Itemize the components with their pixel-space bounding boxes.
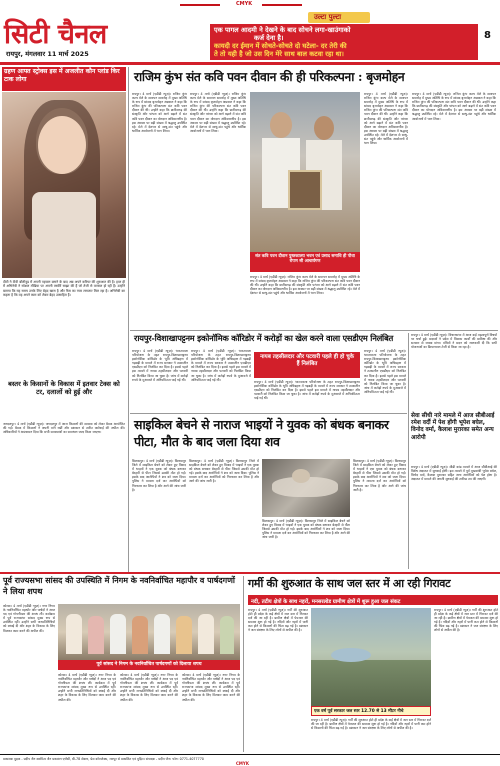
left-story-headline-box	[2, 67, 126, 91]
bottom-left-body-col1: कोरबा। 4 मार्च (एडीडी न्यूज़)। नगर निगम के नवनिर्वाचित महापौर और पार्षदों ने आज पद एवं गोपनीयता की शपथ ली। कार्यक्रम में पूर्व राज्यसभा सांसद मुख्य रूप से उपस्थित रहीं। उन्होंने सभी जनप्रतिनिधियों को बधाई दी और शहर के विकास के लिए मिलकर काम करने की अपील की।	[3, 604, 55, 633]
left-story-headline: ग्रहण आफ्त स्ट्रोक्स इस में अजलीत कौन प्लांड किर टाक लोगा	[4, 68, 120, 83]
column-divider-1	[128, 67, 129, 572]
water-chart-caption: एक वर्ष पूर्व सरकार जल स्तर 12.70 से 13 मीटर नीचे	[314, 709, 404, 714]
left-story-body: दीवी ने टीवी बॉलीवुड में अपनी पहचान बनाने के बाद अब अपने करियर की शुरुआत की है। हाल ही में अभिनेत्री ने सोशल मीडिया पर अपनी तस्वीरें साझा की हैं जो तेजी से वायरल हो रही हैं। उन्होंने बताया कि यह समय उनके लिए बेहद खास है और फैंस का प्यार लगातार मिल रहा है। अभिनेत्री का कहना है कि वह अपने काम को लेकर बेहद उत्साहित हैं।	[3, 280, 125, 297]
bottom-left-photo-caption: पूर्व सांसद ने निगम के नवनिर्वाचित पार्षदगणों को दिलाया शपथ	[96, 662, 202, 667]
page-number: 8	[484, 30, 491, 41]
bottom-right-body-col3: रायपुर। 4 मार्च (एडीडी न्यूज़)। गर्मी की शुरुआत होते ही प्रदेश के कई क्षेत्रों में जल स्तर में गिरावट दर्ज की जा रही है। ग्रामीण क्षेत्रों में पेयजल की समस्या शुरू हो गई है। नदियों और नहरों में पानी कम होने से किसानों की चिंता बढ़ गई है। प्रशासन ने जल संरक्षण के लिए लोगों से अपील की है।	[434, 608, 498, 633]
water-photo	[311, 608, 431, 706]
main-story-photo-caption: संत कवि पवन दीवान पुस्तकालय भवन एवं प्रसाद समाधि ही पौधा रोपण सी आचार्यगण	[255, 253, 355, 263]
joke-line-3: कायदी दर ईमान में सोचते-सोचते दो घटेला- दर तेरी की	[214, 42, 347, 50]
footer-imprint: प्रकाशक मुद्रक - प्रदीप जैन स्वामित्व जैन प्रकाशन एजेंसी, बी-78 सेक्टर, प्रेस कॉम्प्लेक्स, रायपुर से प्रकाशित एवं मुद्रित। संपादक - प्रदीप जैन। फोन: 0771-4077770	[3, 757, 204, 761]
column-divider-bottom	[243, 576, 244, 752]
bottom-right-subhead-box	[248, 595, 498, 605]
bottom-left-headline: पूर्व राज्यसभा सांसद की उपस्थिति में निगम के नवनिर्वाचित महापौर व पार्षदगणों ने लिया शपथ	[3, 576, 235, 596]
main-story-body-col4: रायपुर। 4 मार्च (एडीडी न्यूज़)। राजिम कुंभ कल्प मेले के समापन समारोह में मुख्य अतिथि के रूप में सांसद बृजमोहन अग्रवाल ने कहा कि राजिम कुंभ की परिकल्पना संत कवि पवन दीवान की थी। उन्होंने कहा कि छत्तीसगढ़ की संस्कृति और परंपरा को आगे बढ़ाने में संत कवि पवन दीवान का योगदान अविस्मरणीय है। इस अवसर पर बड़ी संख्या में श्रद्धालु उपस्थित रहे। मेले में देशभर से साधु-संत पहुंचे और धार्मिक आयोजनों में भाग लिया।	[412, 92, 496, 121]
masthead-rule	[0, 62, 500, 65]
ulta-pulta-badge	[308, 12, 370, 23]
right-story2-body: रायपुर। 4 मार्च (एडीडी न्यूज़)। सीडी कांड मामले में आज सीबीआई की विशेष अदालत में सुनवाई होगी। इस मामले में पूर्व मुख्यमंत्री भूपेश बघेल, विनोद वर्मा, कैलाश मुरारका सहित अन्य आरोपियों को पेश होना है। अदालत में मामले की अगली सुनवाई की तारीख तय की जाएगी।	[411, 465, 497, 482]
mid-story-highlight: नायब तहसीलदार और पटवारी पहले ही हो चुके हैं निलंबित	[260, 354, 354, 367]
bottom-right-headline: गर्मी की शुरुआत के साथ जल स्तर में आ रही गिरावट	[248, 577, 451, 590]
joke-line-1: एक पागल आदमी ने देखने के बाद सोचने लगा-खाउंगाको	[214, 26, 351, 34]
cycle-story-body-col4: बिलासपुर। 4 मार्च (एडीडी न्यूज़)। बिलासपुर जिले में साइकिल बेचने को लेकर हुए विवाद में भाइयों ने एक युवक को बंधक बनाकर बेरहमी से पीटा जिससे उसकी मौत हो गई। इसके बाद आरोपियों ने शव को जला दिया। पुलिस ने मामला दर्ज कर आरोपियों को गिरफ्तार कर लिया है और आगे की जांच जारी है।	[353, 459, 406, 492]
cmyk-top-mark	[0, 0, 500, 10]
main-story-body-col2: रायपुर। 4 मार्च (एडीडी न्यूज़)। राजिम कुंभ कल्प मेले के समापन समारोह में मुख्य अतिथि के रूप में सांसद बृजमोहन अग्रवाल ने कहा कि राजिम कुंभ की परिकल्पना संत कवि पवन दीवान की थी। उन्होंने कहा कि छत्तीसगढ़ की संस्कृति और परंपरा को आगे बढ़ाने में संत कवि पवन दीवान का योगदान अविस्मरणीय है। इस अवसर पर बड़ी संख्या में श्रद्धालु उपस्थित रहे। मेले में देशभर से साधु-संत पहुंचे और धार्मिक आयोजनों में भाग लिया।	[190, 92, 246, 133]
bottom-right-body-col1: रायपुर। 4 मार्च (एडीडी न्यूज़)। गर्मी की शुरुआत होते ही प्रदेश के कई क्षेत्रों में जल स्तर में गिरावट दर्ज की जा रही है। ग्रामीण क्षेत्रों में पेयजल की समस्या शुरू हो गई है। नदियों और नहरों में पानी कम होने से किसानों की चिंता बढ़ गई है। प्रशासन ने जल संरक्षण के लिए लोगों से अपील की है।	[248, 608, 308, 633]
bottom-left-body-col3: कोरबा। 4 मार्च (एडीडी न्यूज़)। नगर निगम के नवनिर्वाचित महापौर और पार्षदों ने आज पद एवं गोपनीयता की शपथ ली। कार्यक्रम में पूर्व राज्यसभा सांसद मुख्य रूप से उपस्थित रहीं। उन्होंने सभी जनप्रतिनिधियों को बधाई दी और शहर के विकास के लिए मिलकर काम करने की अपील की।	[120, 673, 178, 702]
mid-story-highlight-box	[254, 352, 360, 378]
dateline: रायपुर, मंगलवार 11 मार्च 2025	[6, 50, 89, 58]
right-story2-headline: सेवा सीधी नारे मामले में आज सीबीआई रमेश वर्दी में पेश होंगी भूपेश बघेल, विनोद वर्मा, कैलाश मुरारका समेत अन्य आरोपी	[411, 413, 495, 441]
bottom-left-body-col4: कोरबा। 4 मार्च (एडीडी न्यूज़)। नगर निगम के नवनिर्वाचित महापौर और पार्षदों ने आज पद एवं गोपनीयता की शपथ ली। कार्यक्रम में पूर्व राज्यसभा सांसद मुख्य रूप से उपस्थित रहीं। उन्होंने सभी जनप्रतिनिधियों को बधाई दी और शहर के विकास के लिए मिलकर काम करने की अपील की।	[182, 673, 240, 702]
bottom-right-body-col2: रायपुर। 4 मार्च (एडीडी न्यूज़)। गर्मी की शुरुआत होते ही प्रदेश के कई क्षेत्रों में जल स्तर में गिरावट दर्ज की जा रही है। ग्रामीण क्षेत्रों में पेयजल की समस्या शुरू हो गई है। नदियों और नहरों में पानी कम होने से किसानों की चिंता बढ़ गई है। प्रशासन ने जल संरक्षण के लिए लोगों से अपील की है।	[311, 718, 431, 731]
footer-rule	[0, 754, 500, 755]
joke-line-4: ते तो यही है जो उस दिन मेरे साथ बाल कटवा रहा था।	[214, 50, 344, 58]
bottom-left-caption-box	[58, 660, 240, 670]
mid-story-body-col2: रायपुर। 4 मार्च (एडीडी न्यूज़)। भारतमाला परियोजना के तहत रायपुर-विशाखापट्टनम इकोनॉमिक कॉरिडोर के भूमि अधिग्रहण में गड़बड़ी के मामले में राज्य सरकार ने तत्कालीन एसडीएम को निलंबित कर दिया है। इससे पहले इस मामले में नायब तहसीलदार और पटवारी को निलंबित किया जा चुका है। जांच में करोड़ों रुपये के मुआवजे में अनियमितता पाई गई थी।	[191, 349, 251, 382]
mid-story-headline: रायपुर-विशाखापट्टनम इकोनॉमिक कॉरिडोर में करोड़ों का खेल करने वाला एसडीएम निलंबित	[134, 333, 394, 343]
cycle-story-body-col2: बिलासपुर। 4 मार्च (एडीडी न्यूज़)। बिलासपुर जिले में साइकिल बेचने को लेकर हुए विवाद में भाइयों ने एक युवक को बंधक बनाकर बेरहमी से पीटा जिससे उसकी मौत हो गई। इसके बाद आरोपियों ने शव को जला दिया। पुलिस ने मामला दर्ज कर आरोपियों को गिरफ्तार कर लिया है और आगे की जांच जारी है।	[189, 459, 259, 484]
main-story-body-col1: रायपुर। 4 मार्च (एडीडी न्यूज़)। राजिम कुंभ कल्प मेले के समापन समारोह में मुख्य अतिथि के रूप में सांसद बृजमोहन अग्रवाल ने कहा कि राजिम कुंभ की परिकल्पना संत कवि पवन दीवान की थी। उन्होंने कहा कि छत्तीसगढ़ की संस्कृति और परंपरा को आगे बढ़ाने में संत कवि पवन दीवान का योगदान अविस्मरणीय है। इस अवसर पर बड़ी संख्या में श्रद्धालु उपस्थित रहे। मेले में देशभर से साधु-संत पहुंचे और धार्मिक आयोजनों में भाग लिया।	[132, 92, 187, 133]
bottom-left-photo	[58, 604, 240, 660]
mid-story-body-col3: रायपुर। 4 मार्च (एडीडी न्यूज़)। भारतमाला परियोजना के तहत रायपुर-विशाखापट्टनम इकोनॉमिक कॉरिडोर के भूमि अधिग्रहण में गड़बड़ी के मामले में राज्य सरकार ने तत्कालीन एसडीएम को निलंबित कर दिया है। इससे पहले इस मामले में नायब तहसीलदार और पटवारी को निलंबित किया जा चुका है। जांच में करोड़ों रुपये के मुआवजे में अनियमितता पाई गई थी।	[254, 380, 360, 401]
main-story-caption-box	[250, 252, 360, 272]
main-story-body-col3: रायपुर। 4 मार्च (एडीडी न्यूज़)। राजिम कुंभ कल्प मेले के समापन समारोह में मुख्य अतिथि के रूप में सांसद बृजमोहन अग्रवाल ने कहा कि राजिम कुंभ की परिकल्पना संत कवि पवन दीवान की थी। उन्होंने कहा कि छत्तीसगढ़ की संस्कृति और परंपरा को आगे बढ़ाने में संत कवि पवन दीवान का योगदान अविस्मरणीय है। इस अवसर पर बड़ी संख्या में श्रद्धालु उपस्थित रहे। मेले में देशभर से साधु-संत पहुंचे और धार्मिक आयोजनों में भाग लिया।	[364, 92, 408, 146]
bottom-right-subhead: नदी, तटीय क्षेत्रों के साथ नहरों, मनसरलोड ग्रामीण क्षेत्रों में शुरू हुआ जल संकट	[251, 598, 401, 605]
mid-story-body-col1: रायपुर। 4 मार्च (एडीडी न्यूज़)। भारतमाला परियोजना के तहत रायपुर-विशाखापट्टनम इकोनॉमिक कॉरिडोर के भूमि अधिग्रहण में गड़बड़ी के मामले में राज्य सरकार ने तत्कालीन एसडीएम को निलंबित कर दिया है। इससे पहले इस मामले में नायब तहसीलदार और पटवारी को निलंबित किया जा चुका है। जांच में करोड़ों रुपये के मुआवजे में अनियमितता पाई गई थी।	[132, 349, 188, 382]
joke-line-2: कर्ज देना है।	[254, 34, 284, 42]
main-story-body-under-photo: रायपुर। 4 मार्च (एडीडी न्यूज़)। राजिम कुंभ कल्प मेले के समापन समारोह में मुख्य अतिथि के रूप में सांसद बृजमोहन अग्रवाल ने कहा कि राजिम कुंभ की परिकल्पना संत कवि पवन दीवान की थी। उन्होंने कहा कि छत्तीसगढ़ की संस्कृति और परंपरा को आगे बढ़ाने में संत कवि पवन दीवान का योगदान अविस्मरणीय है। इस अवसर पर बड़ी संख्या में श्रद्धालु उपस्थित रहे। मेले में देशभर से साधु-संत पहुंचे और धार्मिक आयोजनों में भाग लिया।	[250, 275, 360, 296]
water-caption-box	[311, 706, 431, 716]
left-story2-headline: बस्तर के किसानों के विकास में इतवार टेक्स को टर, दलालों को हुई और	[8, 380, 120, 396]
actress-photo	[2, 92, 126, 278]
logo: सिटी चैनल	[4, 19, 107, 50]
divider-mid	[130, 330, 498, 331]
cycle-story-body-col1: बिलासपुर। 4 मार्च (एडीडी न्यूज़)। बिलासपुर जिले में साइकिल बेचने को लेकर हुए विवाद में भाइयों ने एक युवक को बंधक बनाकर बेरहमी से पीटा जिससे उसकी मौत हो गई। इसके बाद आरोपियों ने शव को जला दिया। पुलिस ने मामला दर्ज कर आरोपियों को गिरफ्तार कर लिया है और आगे की जांच जारी है।	[132, 459, 186, 492]
main-story-headline: राजिम कुंभ संत कवि पवन दीवान की ही परिकल्पना : बृजमोहन	[134, 70, 405, 84]
masthead	[0, 10, 500, 62]
left-story2-body: जगदलपुर। 4 मार्च (एडीडी न्यूज़)। जगदलपुर में आज किसानों की समस्या को लेकर बैठक आयोजित की गई। बैठक में किसानों ने अपनी मांगें रखीं और प्रशासन से त्वरित कार्रवाई की अपील की। अधिकारियों ने आश्वासन दिया कि सभी समस्याओं का समाधान जल्द किया जाएगा।	[3, 422, 125, 435]
joke-box	[210, 24, 478, 60]
cmyk-top-label: CMYK	[236, 1, 253, 7]
divider-cycle	[130, 413, 407, 414]
cycle-story-photo	[262, 459, 350, 517]
column-divider-right	[408, 333, 409, 569]
mid-story-body-col4: रायपुर। 4 मार्च (एडीडी न्यूज़)। भारतमाला परियोजना के तहत रायपुर-विशाखापट्टनम इकोनॉमिक कॉरिडोर के भूमि अधिग्रहण में गड़बड़ी के मामले में राज्य सरकार ने तत्कालीन एसडीएम को निलंबित कर दिया है। इससे पहले इस मामले में नायब तहसीलदार और पटवारी को निलंबित किया जा चुका है। जांच में करोड़ों रुपये के मुआवजे में अनियमितता पाई गई थी।	[364, 349, 406, 394]
bottom-left-body-col2: कोरबा। 4 मार्च (एडीडी न्यूज़)। नगर निगम के नवनिर्वाचित महापौर और पार्षदों ने आज पद एवं गोपनीयता की शपथ ली। कार्यक्रम में पूर्व राज्यसभा सांसद मुख्य रूप से उपस्थित रहीं। उन्होंने सभी जनप्रतिनिधियों को बधाई दी और शहर के विकास के लिए मिलकर काम करने की अपील की।	[58, 673, 116, 702]
main-story-photo	[250, 92, 360, 252]
cmyk-bottom-label: CMYK	[236, 761, 249, 766]
cycle-story-body-col3: बिलासपुर। 4 मार्च (एडीडी न्यूज़)। बिलासपुर जिले में साइकिल बेचने को लेकर हुए विवाद में भाइयों ने एक युवक को बंधक बनाकर बेरहमी से पीटा जिससे उसकी मौत हो गई। इसके बाद आरोपियों ने शव को जला दिया। पुलिस ने मामला दर्ज कर आरोपियों को गिरफ्तार कर लिया है और आगे की जांच जारी है।	[262, 519, 350, 540]
cycle-story-headline: साइकिल बेचने से नाराज भाइयों ने युवक को बंधक बनाकर पीटा, मौत के बाद जला दिया शव	[134, 417, 389, 449]
ulta-pulta-label: उल्टा पुल्टा	[314, 13, 342, 21]
section-rule	[0, 572, 500, 574]
right-story-body: रायपुर। 4 मार्च (एडीडी न्यूज़)। विधानसभा में आज कई महत्वपूर्ण विषयों पर चर्चा हुई। सदस्यों ने प्रदेश में विकास कार्यों की समीक्षा की और सरकार से जवाब मांगा। मंत्रियों ने सदन को जानकारी दी कि सभी योजनाओं का क्रियान्वयन तेजी से किया जा रहा है।	[411, 333, 497, 350]
